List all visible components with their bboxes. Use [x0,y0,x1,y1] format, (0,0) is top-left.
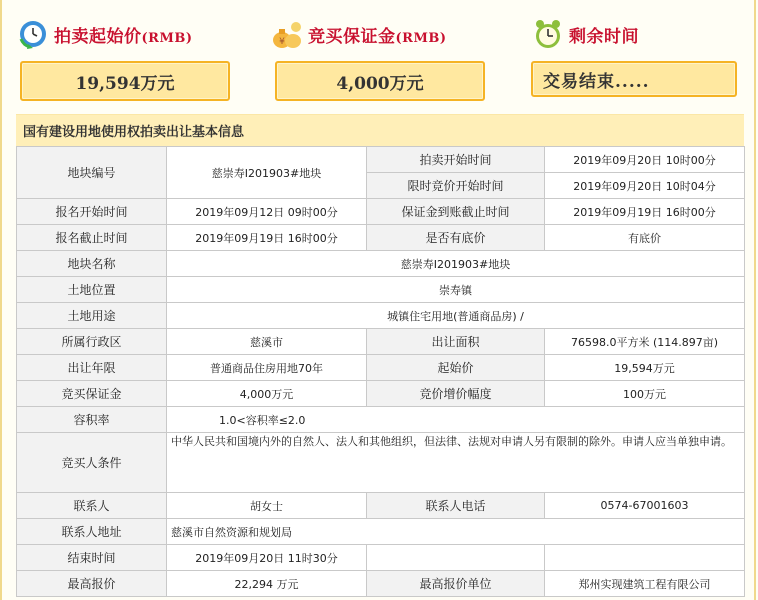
reg-end-value: 2019年09月19日 16时00分 [167,225,367,251]
term-label: 出让年限 [17,355,167,381]
bidder-value: 中华人民共和国境内外的自然人、法人和其他组织，但法律、法规对申请人另有限制的除外。申请人应当单独申请。 [167,433,745,493]
table-row [17,493,745,519]
top-bid-label: 最高报价 [17,571,167,597]
usage-value: 城镇住宅用地(普通商品房) / [167,303,745,329]
end-time-value: 2019年09月20日 11时30分 [167,545,367,571]
phone-label: 联系人电话 [367,493,545,519]
left-border [0,0,2,600]
reg-start-value: 2019年09月12日 09时00分 [167,199,367,225]
table-row [17,407,745,433]
table-row [17,519,745,545]
start-price-row-label: 起始价 [367,355,545,381]
reserve-value: 有底价 [545,225,745,251]
money-bag-icon [270,17,304,51]
table-row [17,545,745,571]
reg-start-label: 报名开始时间 [17,199,167,225]
deposit-row-value: 4,000万元 [167,381,367,407]
svg-text:¥: ¥ [279,37,285,47]
increment-value: 100万元 [545,381,745,407]
section-header [16,114,744,148]
right-border [754,0,756,600]
district-label: 所属行政区 [17,329,167,355]
remaining-label: 剩余时间 [569,26,639,47]
auction-start-label: 拍卖开始时间 [367,147,545,173]
timed-bid-start-value: 2019年09月20日 10时04分 [545,173,745,199]
table-row [17,303,745,329]
far-label: 容积率 [17,407,167,433]
increment-label: 竞价增价幅度 [367,381,545,407]
land-info-table [16,146,745,597]
table-row [17,329,745,355]
plot-name-value: 慈崇寿I201903#地块 [167,251,745,277]
deposit-label: 竞买保证金(RMB) [308,26,447,47]
table-row [17,199,745,225]
clock-refresh-icon [16,17,50,51]
table-row [17,147,745,173]
phone-value: 0574-67001603 [545,493,745,519]
reserve-label: 是否有底价 [367,225,545,251]
table-row [17,571,745,597]
table-row [17,251,745,277]
start-price-box: 19,594万元 [20,61,230,101]
table-row [17,433,745,493]
table-row [17,277,745,303]
start-price-label: 拍卖起始价(RMB) [54,26,193,47]
deposit-deadline-label: 保证金到账截止时间 [367,199,545,225]
area-label: 出让面积 [367,329,545,355]
empty-cell [367,545,545,571]
auction-start-value: 2019年09月20日 10时00分 [545,147,745,173]
plot-no-value: 慈崇寿I201903#地块 [167,147,367,199]
plot-name-label: 地块名称 [17,251,167,277]
timed-bid-start-label: 限时竞价开始时间 [367,173,545,199]
table-row [17,225,745,251]
remaining-header [531,14,639,54]
far-value: 1.0<容积率≤2.0 [167,407,745,433]
district-value: 慈溪市 [167,329,367,355]
contact-value: 胡女士 [167,493,367,519]
bidder-label: 竞买人条件 [17,433,167,493]
table-row [17,381,745,407]
end-time-label: 结束时间 [17,545,167,571]
plot-no-label: 地块编号 [17,147,167,199]
location-value: 崇寿镇 [167,277,745,303]
contact-label: 联系人 [17,493,167,519]
usage-label: 土地用途 [17,303,167,329]
top-bid-value: 22,294 万元 [167,571,367,597]
deposit-deadline-value: 2019年09月19日 16时00分 [545,199,745,225]
location-label: 土地位置 [17,277,167,303]
term-value: 普通商品住房用地70年 [167,355,367,381]
reg-end-label: 报名截止时间 [17,225,167,251]
address-value: 慈溪市自然资源和规划局 [167,519,745,545]
section-title: 国有建设用地使用权拍卖出让基本信息 [23,125,245,140]
deposit-row-label: 竞买保证金 [17,381,167,407]
deposit-header [270,14,446,54]
remaining-time-box: 交易结束..... [531,61,737,97]
table-row [17,355,745,381]
start-price-row-value: 19,594万元 [545,355,745,381]
start-price-header [16,14,192,54]
top-bidder-value: 郑州实现建筑工程有限公司 [545,571,745,597]
top-bidder-label: 最高报价单位 [367,571,545,597]
alarm-clock-icon [531,17,565,51]
deposit-box: 4,000万元 [275,61,485,101]
address-label: 联系人地址 [17,519,167,545]
area-value: 76598.0平方米 (114.897亩) [545,329,745,355]
empty-cell [545,545,745,571]
